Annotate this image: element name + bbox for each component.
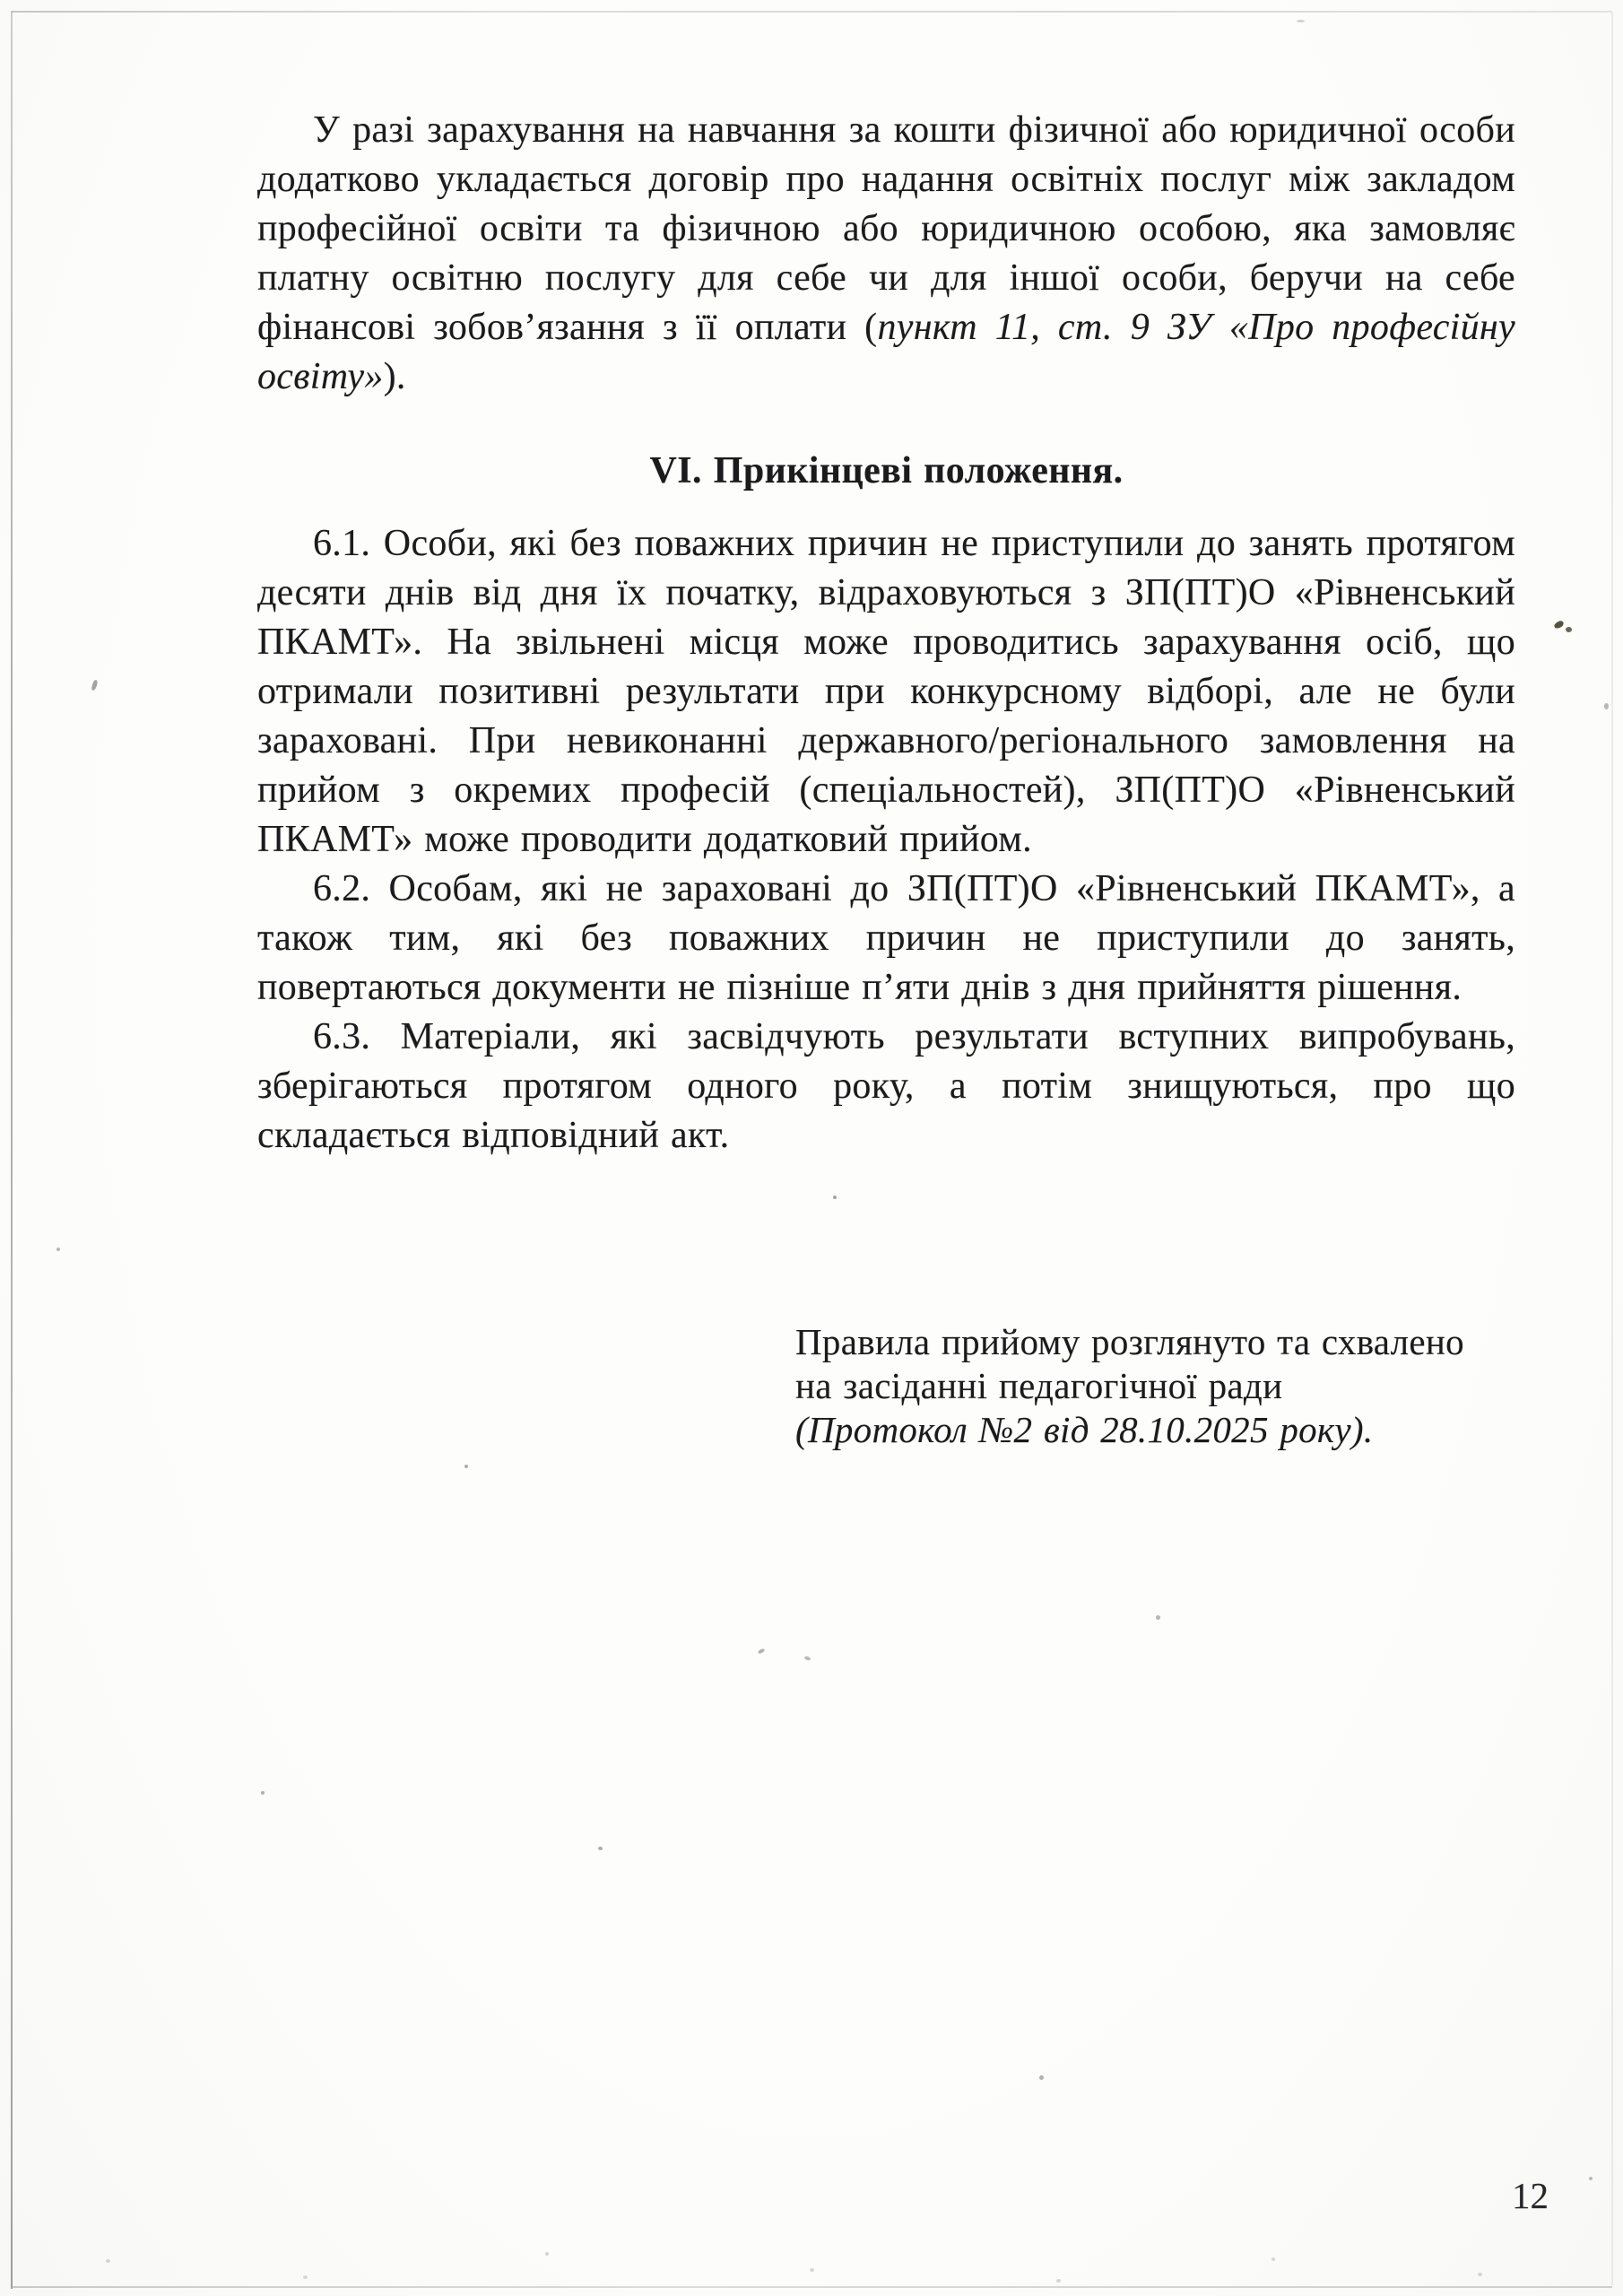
scan-speckle	[1604, 703, 1609, 709]
scan-speckle	[261, 1791, 265, 1795]
approval-line-2: на засіданні педагогічної ради	[795, 1365, 1283, 1406]
scan-speckle	[833, 1196, 837, 1199]
approval-line-1: Правила прийому розглянуто та схвалено	[795, 1321, 1464, 1362]
clause-6-2: 6.2. Особам, які не зараховані до ЗП(ПТ)О «Рівненський ПКАМТ», а також тим, які без поважних причин не приступили до занять, повертаються документи не пізніше п’яти днів з дня прийняття рішення.	[257, 868, 1515, 1008]
scan-speckle	[56, 1248, 60, 1251]
scan-speckle	[545, 2252, 549, 2256]
scan-speckle	[1056, 2279, 1061, 2283]
scan-speckle	[758, 1648, 766, 1654]
scan-speckle	[91, 680, 98, 691]
document-body	[257, 106, 1515, 1452]
ink-blot	[1566, 627, 1572, 632]
intro-law-citation: пункт 11, ст. 9 ЗУ «Про професійну освіту»	[257, 307, 1516, 397]
scan-speckle	[1156, 1615, 1160, 1620]
scan-speckle	[1271, 2257, 1275, 2261]
scan-speckle	[598, 1847, 603, 1850]
intro-text: У разі зарахування на навчання за кошти фізичної або юридичної особи додатково укладається договір про надання освітніх послуг між закладом професійної освіти та фізичною або юридичною особою, яка замовляє платну освітню послугу для себе чи для іншої особи, беручи на себе фінансові зобов’язання з її оплати (	[257, 109, 1515, 348]
scan-speckle	[1478, 2273, 1482, 2276]
ink-blot	[1553, 620, 1565, 630]
scan-speckle	[1039, 2075, 1044, 2080]
scan-speckle	[303, 2275, 308, 2279]
scan-edge-bottom-artifact	[11, 2286, 1612, 2288]
page-number: 12	[1512, 2175, 1549, 2216]
scan-speckle	[1297, 20, 1305, 22]
scan-edge-right-artifact	[1611, 13, 1613, 2285]
scan-edge-left-artifact	[11, 11, 13, 2289]
clause-6-1: 6.1. Особи, які без поважних причин не приступили до занять протягом десяти днів від дня їх початку, відраховуються з ЗП(ПТ)О «Рівненський ПКАМТ». На звільнені місця може проводитись зарахування осіб, що отримали позитивні результати при конкурсному відборі, але не були зараховані. При невиконанні державного/регіонального замовлення на прийом з окремих професій (спеціальностей), ЗП(ПТ)О «Рівненський ПКАМТ» може проводити додатковий прийом.	[257, 523, 1515, 860]
section-heading: VI. Прикінцеві положення.	[649, 450, 1124, 491]
intro-paragraph	[257, 106, 1515, 402]
scan-speckle	[804, 1656, 812, 1661]
intro-closing: ).	[383, 356, 406, 397]
clause-6-3: 6.3. Матеріали, які засвідчують результати вступних випробувань, зберігаються протягом одного року, а потім знищуються, про що складається відповідний акт.	[257, 1016, 1515, 1156]
scan-speckle	[464, 1465, 468, 1468]
scan-speckle	[810, 2268, 814, 2272]
scan-speckle	[106, 2259, 110, 2263]
approval-protocol-line: (Протокол №2 від 28.10.2025 року).	[795, 1409, 1374, 1450]
scan-speckle	[1589, 2177, 1593, 2180]
scan-edge-top-artifact	[11, 11, 1612, 13]
approval-block	[795, 1320, 1504, 1452]
